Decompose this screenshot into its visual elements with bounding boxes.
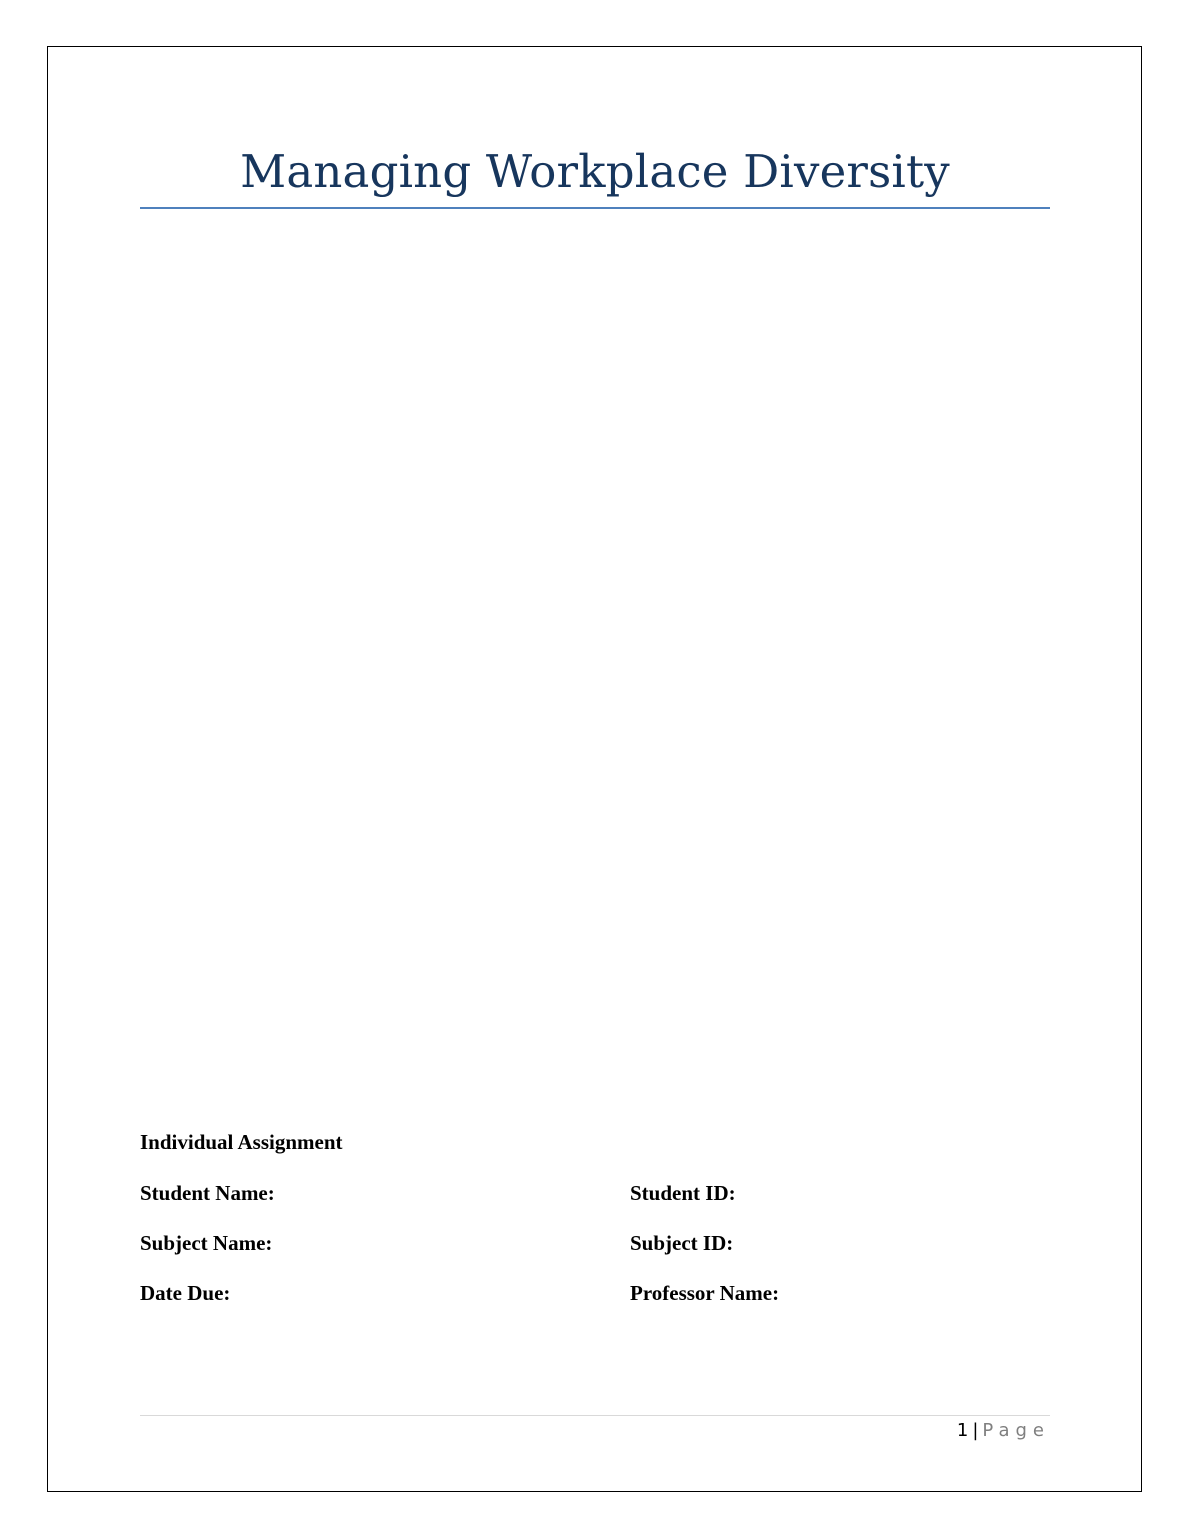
title-underline (140, 207, 1050, 209)
student-id-label: Student ID: (630, 1181, 736, 1205)
footer-divider (140, 1415, 1050, 1416)
document-title: Managing Workplace Diversity (240, 145, 950, 198)
footer-separator: | (972, 1420, 979, 1441)
date-due-label: Date Due: (140, 1281, 231, 1305)
student-name-label: Student Name: (140, 1181, 275, 1205)
assignment-label: Individual Assignment (140, 1130, 343, 1154)
subject-name-label: Subject Name: (140, 1231, 273, 1255)
professor-name-label: Professor Name: (630, 1281, 780, 1305)
page-label: Page (982, 1420, 1050, 1441)
subject-id-label: Subject ID: (630, 1231, 734, 1255)
page-border (47, 46, 1142, 1492)
page-footer (957, 1419, 1050, 1443)
page-number: 1 (956, 1420, 969, 1441)
